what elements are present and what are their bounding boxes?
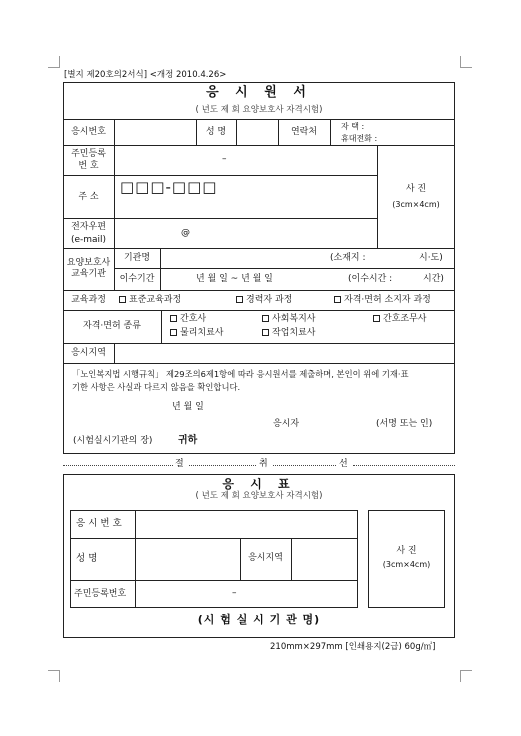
license-option-nurse-aide[interactable]: 간호조무사 <box>373 315 426 324</box>
application-completion-period-label: 이수기간 <box>119 274 155 284</box>
ticket-title: 응 시 표 <box>222 477 296 491</box>
ticket-name-field[interactable] <box>136 539 239 580</box>
application-title: 응 시 원 서 <box>206 85 312 100</box>
paper-spec: 210mm×297mm [인쇄용지(2급) 60g/㎡] <box>270 642 436 652</box>
ticket-name-label: 성 명 <box>76 553 98 564</box>
application-location-label: (소재지 : <box>330 253 366 263</box>
ticket-exam-number-label: 응 시 번 호 <box>76 518 122 529</box>
ticket-region-field[interactable] <box>292 539 356 580</box>
checkbox-icon[interactable] <box>170 315 177 322</box>
application-home-phone-label: 자 택 : <box>341 122 365 131</box>
checkbox-icon[interactable] <box>262 329 269 336</box>
application-email-label-1: 전자우편 <box>71 222 106 232</box>
application-region-field[interactable] <box>115 344 454 363</box>
application-completion-period-value[interactable]: 년 월 일 ~ 년 월 일 <box>196 274 273 284</box>
application-resident-number-label-1: 주민등록 <box>71 149 106 159</box>
crop-mark-bottom-left <box>48 670 60 682</box>
ticket-photo-box <box>368 510 445 608</box>
license-option-social-worker[interactable]: 사회복지사 <box>262 315 315 324</box>
crop-mark-top-left <box>48 56 60 68</box>
declaration-line-2: 기한 사항은 사실과 다르지 않음을 확인합니다. <box>72 382 241 392</box>
application-resident-number-label-2: 번 호 <box>78 161 99 171</box>
application-name-label: 성 명 <box>205 127 227 137</box>
application-exam-number-field[interactable] <box>115 120 195 145</box>
application-region-label: 응시지역 <box>71 348 106 358</box>
cut-line-char-2: 취 <box>259 459 268 469</box>
checkbox-icon[interactable] <box>334 296 341 303</box>
ticket-exam-number-field[interactable] <box>136 511 356 538</box>
application-location-unit: 시·도) <box>419 253 443 263</box>
application-subtitle: ( 년도 제 회 요양보호사 자격시험) <box>195 105 323 115</box>
ticket-resident-number-dash[interactable]: – <box>232 588 237 598</box>
signature-label: (서명 또는 인) <box>376 419 433 429</box>
application-address-zip[interactable]: □□□-□□□ <box>120 178 218 196</box>
application-exam-number-label: 응시번호 <box>71 127 106 137</box>
application-completion-hours-unit: 시간) <box>423 274 444 284</box>
application-address-label: 주 소 <box>78 192 99 202</box>
ticket-region-label: 응시지역 <box>248 553 283 563</box>
ticket-photo-size: (3cm×4cm) <box>382 560 431 569</box>
declaration-date[interactable]: 년 월 일 <box>172 402 204 412</box>
application-completion-hours-label: (이수시간 : <box>348 274 393 284</box>
ticket-photo-label: 사 진 <box>396 546 417 556</box>
recipient-label: (시험실시기관의 장) <box>73 436 153 446</box>
application-training-label-1: 요양보호사 <box>66 258 111 268</box>
application-license-label: 자격·면허 종류 <box>83 321 141 331</box>
crop-mark-top-right <box>460 56 472 68</box>
course-option-licensed[interactable]: 자격·면허 소지자 과정 <box>334 296 431 305</box>
license-option-occupational-therapist[interactable]: 작업치료사 <box>262 329 315 338</box>
ticket-resident-number-label: 주민등록번호 <box>74 589 127 599</box>
checkbox-icon[interactable] <box>170 329 177 336</box>
application-photo-label: 사 진 <box>405 184 427 194</box>
applicant-label: 응시자 <box>273 419 300 429</box>
application-institution-name-label: 기관명 <box>123 253 151 263</box>
application-email-label-2: (e-mail) <box>70 235 107 245</box>
checkbox-icon[interactable] <box>373 315 380 322</box>
application-contact-label: 연락처 <box>290 127 318 137</box>
application-resident-number-dash[interactable]: – <box>222 154 227 164</box>
course-option-experienced[interactable]: 경력자 과정 <box>236 296 292 305</box>
checkbox-icon[interactable] <box>236 296 243 303</box>
license-option-nurse[interactable]: 간호사 <box>170 315 206 324</box>
checkbox-icon[interactable] <box>119 296 126 303</box>
cut-line-char-1: 절 <box>175 459 184 469</box>
application-training-label-2: 교육기관 <box>71 269 106 279</box>
cut-line-char-3: 선 <box>339 459 348 469</box>
ticket-issuer: (시 험 실 시 기 관 명) <box>197 613 321 626</box>
declaration-line-1: 「노인복지법 시행규칙」 제29조의6제1항에 따라 응시원서를 제출하며, 본인이 위에 기재·표 <box>72 369 409 379</box>
application-photo-size: (3cm×4cm) <box>392 200 440 209</box>
recipient-suffix: 귀하 <box>178 435 198 446</box>
application-email-at[interactable]: @ <box>181 228 190 238</box>
ticket-subtitle: ( 년도 제 회 요양보호사 자격시험) <box>195 491 323 501</box>
application-mobile-phone-label: 휴대전화 : <box>341 134 378 143</box>
application-course-label: 교육과정 <box>71 295 106 305</box>
course-option-standard[interactable]: 표준교육과정 <box>119 296 181 305</box>
crop-mark-bottom-right <box>460 670 472 682</box>
license-option-physical-therapist[interactable]: 물리치료사 <box>170 329 223 338</box>
checkbox-icon[interactable] <box>262 315 269 322</box>
form-label: [별지 제20호의2서식] <개정 2010.4.26> <box>64 70 227 80</box>
application-name-field[interactable] <box>237 120 277 145</box>
